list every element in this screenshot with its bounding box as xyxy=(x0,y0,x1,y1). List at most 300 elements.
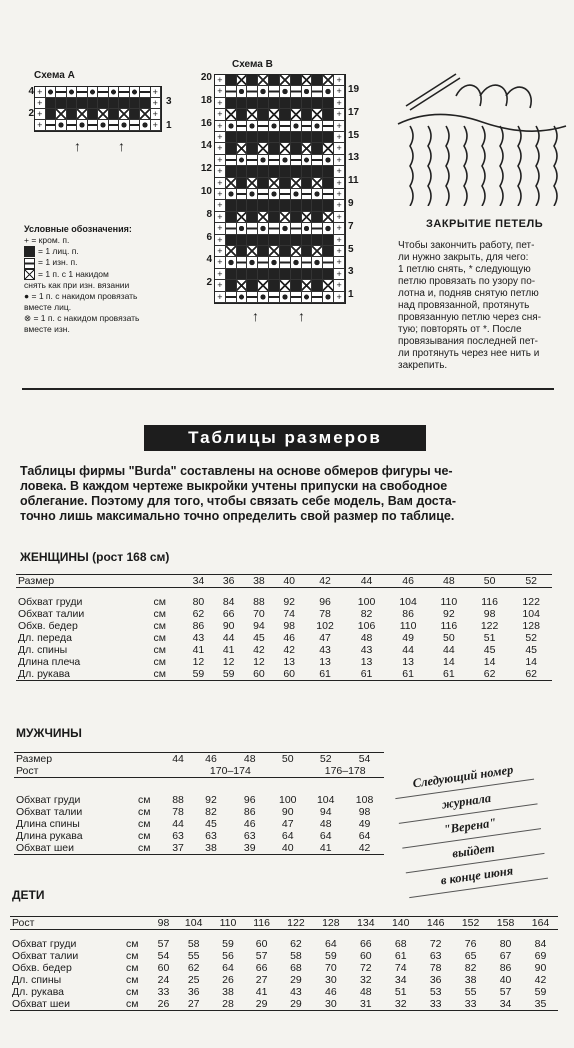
chart-cell xyxy=(269,280,280,291)
chart-cell xyxy=(269,75,280,86)
chart-cell: + xyxy=(35,120,46,131)
chart-cell xyxy=(247,235,258,246)
closing-line: петлю провязать по узору по- xyxy=(398,276,536,287)
chart-cell xyxy=(280,200,291,211)
closing-line: ли протянуть через нее нить и xyxy=(398,348,540,359)
table-cell: 51 xyxy=(483,632,496,644)
row-label: Длина рукава xyxy=(16,830,83,842)
chart-cell xyxy=(291,189,302,200)
table-cell: 61 xyxy=(429,668,469,681)
chart-cell xyxy=(77,98,88,109)
slip-yarnover-icon xyxy=(24,269,35,280)
chart-cell xyxy=(130,120,141,131)
unit-cell: см xyxy=(138,806,151,818)
table-row xyxy=(14,842,384,855)
table-cell: 64 xyxy=(325,938,337,950)
table-cell: 98 xyxy=(358,806,371,818)
chart-cell xyxy=(258,223,269,234)
chart-cell: + xyxy=(151,120,162,131)
chart-cell: + xyxy=(215,246,226,257)
row-label: Длина плеча xyxy=(18,656,81,668)
chart-cell xyxy=(291,155,302,166)
table-cell: 53 xyxy=(429,986,442,998)
chart-cell xyxy=(302,246,313,257)
chart-cell xyxy=(46,98,57,109)
chart-cell xyxy=(226,166,237,177)
table-row xyxy=(16,668,552,681)
table-cell: 13 xyxy=(283,656,296,668)
chart-cell xyxy=(302,75,313,86)
table-cell: 41 xyxy=(255,986,268,998)
table-cell: 96 xyxy=(243,794,256,806)
height-range: 176–178 xyxy=(306,765,384,778)
chart-cell: + xyxy=(334,280,345,291)
chart-cell xyxy=(269,246,280,257)
chart-cell xyxy=(269,121,280,132)
table-cell: 33 xyxy=(453,998,488,1011)
row-number: 12 xyxy=(200,163,212,175)
chart-cell xyxy=(237,200,248,211)
table-cell: 65 xyxy=(464,950,477,962)
header-size: 50 xyxy=(269,753,306,766)
table-cell: 100 xyxy=(278,794,297,806)
chart-cell xyxy=(56,87,67,98)
table-cell: 86 xyxy=(402,608,414,620)
chart-cell xyxy=(226,86,237,97)
table-cell: 68 xyxy=(290,962,302,974)
height-range: 170–174 xyxy=(192,765,270,778)
table-cell: 66 xyxy=(222,608,235,620)
chart-cell xyxy=(302,257,313,268)
row-label: Дл. спины xyxy=(12,974,62,986)
table-cell: 88 xyxy=(253,596,265,608)
chart-cell xyxy=(247,292,258,303)
chart-cell xyxy=(226,178,237,189)
table-cell: 60 xyxy=(359,950,372,962)
row-number: 10 xyxy=(200,186,212,197)
chart-cell: + xyxy=(215,155,226,166)
chart-cell: + xyxy=(215,269,226,280)
table-cell: 63 xyxy=(172,830,184,842)
legend-item: ⊗ = 1 п. с накидом провязать xyxy=(24,312,140,323)
chart-cell xyxy=(291,75,302,86)
chart-cell xyxy=(258,109,269,120)
men-heading: МУЖЧИНЫ xyxy=(16,726,82,740)
chart-cell xyxy=(291,246,302,257)
table-row xyxy=(10,986,558,998)
table-cell: 36 xyxy=(429,974,442,986)
chart-cell xyxy=(258,257,269,268)
chart-cell xyxy=(269,86,280,97)
chart-cell xyxy=(140,87,151,98)
chart-cell xyxy=(323,280,334,291)
chart-cell xyxy=(258,86,269,97)
table-cell: 60 xyxy=(274,668,304,681)
chart-cell xyxy=(226,223,237,234)
chart-cell: + xyxy=(215,200,226,211)
table-cell: 47 xyxy=(281,818,294,830)
table-cell: 45 xyxy=(483,644,496,656)
header-size: 104 xyxy=(176,917,211,930)
table-cell: 51 xyxy=(394,986,407,998)
chart-cell xyxy=(258,166,269,177)
row-number: 2 xyxy=(28,108,34,119)
table-cell: 33 xyxy=(418,998,453,1011)
chart-cell xyxy=(247,98,258,109)
chart-cell xyxy=(56,98,67,109)
chart-cell xyxy=(280,121,291,132)
table-cell: 43 xyxy=(290,986,302,998)
header-size: 48 xyxy=(429,575,469,588)
unit-cell: см xyxy=(152,668,184,681)
purl-stitch-icon xyxy=(24,258,35,269)
chart-cell: + xyxy=(334,98,345,109)
intro-line: облегание. Поэтому для того, чтобы связать себе модель, Вам доста- xyxy=(20,494,456,508)
chart-cell xyxy=(302,223,313,234)
chart-cell xyxy=(312,246,323,257)
spacer xyxy=(10,930,558,939)
table-cell: 25 xyxy=(187,974,200,986)
chart-cell xyxy=(302,109,313,120)
chart-cell: + xyxy=(334,109,345,120)
chart-cell xyxy=(56,109,67,120)
chart-cell xyxy=(226,246,237,257)
table-cell: 45 xyxy=(253,632,265,644)
row-label: Дл. рукава xyxy=(12,986,65,998)
header-size: 98 xyxy=(151,917,176,930)
table-cell: 92 xyxy=(205,794,217,806)
chart-cell xyxy=(88,98,99,109)
chart-cell xyxy=(280,86,291,97)
closing-line: лотна и, подняв снятую петлю xyxy=(398,288,539,299)
table-cell: 104 xyxy=(399,596,417,608)
header-size: 110 xyxy=(211,917,245,930)
chart-cell xyxy=(291,98,302,109)
chart-cell xyxy=(67,87,78,98)
table-cell: 128 xyxy=(522,620,540,632)
chart-cell xyxy=(269,132,280,143)
chart-cell xyxy=(269,178,280,189)
knit-stitch-icon xyxy=(24,246,35,257)
chart-cell: + xyxy=(151,87,162,98)
legend-item: ● = 1 п. с накидом провязать xyxy=(24,290,138,301)
chart-cell xyxy=(302,98,313,109)
table-cell: 30 xyxy=(313,998,348,1011)
table-cell: 43 xyxy=(360,644,373,656)
table-row xyxy=(10,950,558,962)
row-label: Дл. рукава xyxy=(16,668,152,681)
table-cell: 62 xyxy=(469,668,511,681)
header-size: 34 xyxy=(183,575,213,588)
spacer-row xyxy=(16,588,552,597)
chart-cell xyxy=(269,212,280,223)
chart-cell xyxy=(280,109,291,120)
unit-cell: см xyxy=(126,974,139,986)
table-cell: 67 xyxy=(499,950,512,962)
chart-cell xyxy=(237,75,248,86)
row-number: 5 xyxy=(348,243,354,255)
unit-cell: см xyxy=(138,794,151,806)
row-number: 2 xyxy=(206,277,212,289)
table-cell: 62 xyxy=(510,668,552,681)
table-cell: 74 xyxy=(283,608,296,620)
table-cell: 12 xyxy=(222,656,235,668)
chart-cell xyxy=(67,120,78,131)
row-number: 6 xyxy=(206,231,212,243)
chart-cell xyxy=(226,235,237,246)
closing-line: закрепить. xyxy=(398,360,448,371)
spacer xyxy=(14,778,384,795)
chart-cell xyxy=(291,292,302,303)
table-cell: 42 xyxy=(345,842,384,855)
chart-cell xyxy=(88,109,99,120)
table-cell: 94 xyxy=(319,806,332,818)
chart-cell xyxy=(323,269,334,280)
table-row xyxy=(10,974,558,986)
chart-cell: + xyxy=(35,109,46,120)
chart-cell xyxy=(280,280,291,291)
table-cell: 13 xyxy=(360,656,373,668)
chart-cell xyxy=(312,200,323,211)
table-row xyxy=(16,620,552,632)
chart-cell xyxy=(302,155,313,166)
table-cell: 48 xyxy=(360,632,373,644)
men-size-table xyxy=(14,752,384,855)
chart-cell xyxy=(269,223,280,234)
chart-cell xyxy=(280,98,291,109)
chart-cell xyxy=(312,166,323,177)
header-size: 152 xyxy=(453,917,488,930)
chart-cell xyxy=(323,166,334,177)
chart-cell xyxy=(312,178,323,189)
table-cell: 92 xyxy=(283,596,296,608)
chart-cell xyxy=(237,246,248,257)
closing-line: ли нужно закрыть, для чего: xyxy=(398,252,529,263)
chart-cell xyxy=(312,212,323,223)
chart-cell: + xyxy=(215,257,226,268)
chart-cell xyxy=(323,292,334,303)
table-cell: 98 xyxy=(283,620,296,632)
chart-cell xyxy=(291,178,302,189)
chart-cell xyxy=(312,269,323,280)
chart-cell xyxy=(119,98,130,109)
table-row xyxy=(16,608,552,620)
chart-cell xyxy=(291,223,302,234)
chart-cell xyxy=(226,257,237,268)
row-number: 9 xyxy=(348,198,354,209)
legend-item: вместе изн. xyxy=(24,323,70,334)
table-cell: 86 xyxy=(192,620,205,632)
table-cell: 14 xyxy=(525,656,538,668)
table-cell: 47 xyxy=(319,632,331,644)
table-cell: 38 xyxy=(464,974,477,986)
row-label: Обхват талии xyxy=(12,950,79,962)
table-cell: 45 xyxy=(525,644,538,656)
chart-cell: + xyxy=(334,75,345,86)
chart-cell: + xyxy=(151,109,162,120)
table-cell xyxy=(152,575,184,588)
chart-cell xyxy=(98,87,109,98)
chart-cell: + xyxy=(334,132,345,143)
chart-cell xyxy=(302,292,313,303)
arrow-up-icon: ↑ xyxy=(118,138,125,154)
row-number: 7 xyxy=(348,220,354,232)
chart-cell xyxy=(291,166,302,177)
row-label: Обхват талии xyxy=(18,608,85,620)
row-label: Обхват груди xyxy=(16,794,81,806)
chart-cell xyxy=(323,235,334,246)
chart-cell xyxy=(258,269,269,280)
table-cell: 43 xyxy=(319,644,331,656)
chart-cell xyxy=(280,257,291,268)
table-cell: 44 xyxy=(443,644,455,656)
header-size: 122 xyxy=(278,917,313,930)
row-number: 13 xyxy=(348,152,360,164)
chart-cell: + xyxy=(215,223,226,234)
table-cell: 62 xyxy=(187,962,200,974)
legend-title: Условные обозначения: xyxy=(24,224,132,234)
header-size: 44 xyxy=(164,753,191,766)
table-cell: 116 xyxy=(481,596,498,608)
table-cell: 102 xyxy=(316,620,334,632)
closing-text xyxy=(398,240,570,372)
table-cell xyxy=(164,765,191,778)
table-cell: 68 xyxy=(394,938,407,950)
chart-cell xyxy=(98,120,109,131)
row-number: 11 xyxy=(348,175,359,187)
chart-cell xyxy=(258,121,269,132)
header-size: 46 xyxy=(192,753,231,766)
chart-cell xyxy=(302,200,313,211)
chart-cell xyxy=(130,109,141,120)
table-cell: 78 xyxy=(172,806,184,818)
chart-cell xyxy=(237,86,248,97)
spacer-row xyxy=(10,930,558,939)
chart-cell xyxy=(237,189,248,200)
table-cell: 42 xyxy=(283,644,296,656)
chart-cell: + xyxy=(215,280,226,291)
closing-line: 1 петлю снять, * следующую xyxy=(398,264,531,275)
chart-cell xyxy=(67,109,78,120)
women-heading: ЖЕНЩИНЫ (рост 168 см) xyxy=(20,550,170,564)
chart-cell xyxy=(237,223,248,234)
chart-cell xyxy=(269,292,280,303)
chart-cell xyxy=(323,189,334,200)
table-row xyxy=(16,644,552,656)
chart-cell xyxy=(247,223,258,234)
chart-cell xyxy=(247,166,258,177)
chart-cell xyxy=(237,257,248,268)
chart-cell: + xyxy=(334,223,345,234)
chart-cell: + xyxy=(215,235,226,246)
unit-cell: см xyxy=(138,818,151,830)
table-cell: 44 xyxy=(222,632,235,644)
table-cell: 37 xyxy=(164,842,191,855)
table-cell: 29 xyxy=(290,974,302,986)
chart-cell xyxy=(280,132,291,143)
header-size: 40 xyxy=(274,575,304,588)
chart-cell: + xyxy=(215,292,226,303)
chart-cell xyxy=(323,246,334,257)
chart-cell xyxy=(109,87,120,98)
chart-cell xyxy=(269,189,280,200)
table-row xyxy=(10,938,558,950)
chart-cell xyxy=(77,87,88,98)
table-cell: 86 xyxy=(499,962,512,974)
header-size: 52 xyxy=(306,753,345,766)
table-cell: 46 xyxy=(283,632,296,644)
chart-cell xyxy=(312,98,323,109)
table-cell: 34 xyxy=(394,974,407,986)
table-cell: 40 xyxy=(499,974,512,986)
chart-cell xyxy=(247,75,258,86)
chart-cell xyxy=(140,120,151,131)
chart-cell xyxy=(323,86,334,97)
legend-item: + = кром. п. xyxy=(24,235,70,245)
table-cell: 82 xyxy=(360,608,373,620)
chart-cell xyxy=(226,132,237,143)
chart-cell xyxy=(291,86,302,97)
chart-cell xyxy=(323,109,334,120)
chart-cell xyxy=(130,87,141,98)
header-size: 116 xyxy=(245,917,279,930)
row-number: 1 xyxy=(166,120,172,131)
table-cell: 64 xyxy=(358,830,371,842)
chart-cell xyxy=(280,292,291,303)
chart-cell xyxy=(258,246,269,257)
chart-cell xyxy=(312,109,323,120)
legend-item: = 1 п. с 1 накидом xyxy=(24,269,194,280)
chart-cell xyxy=(119,109,130,120)
chart-cell xyxy=(323,132,334,143)
table-row xyxy=(16,632,552,644)
table-cell: 13 xyxy=(319,656,331,668)
table-cell: 41 xyxy=(222,644,235,656)
chart-cell xyxy=(46,87,57,98)
table-cell: 70 xyxy=(253,608,265,620)
table-cell: 64 xyxy=(319,830,332,842)
row-label: Обхват шеи xyxy=(10,998,124,1011)
chart-cell xyxy=(119,120,130,131)
table-cell: 72 xyxy=(429,938,442,950)
note-line: выйдет xyxy=(402,829,544,873)
table-cell: 31 xyxy=(348,998,383,1011)
chart-cell xyxy=(247,269,258,280)
schema-a-grid xyxy=(34,86,162,132)
chart-cell xyxy=(312,121,323,132)
table-cell: 74 xyxy=(394,962,407,974)
closing-line: над провязанной, протянуть xyxy=(398,300,530,311)
chart-cell xyxy=(258,200,269,211)
table-cell: 63 xyxy=(205,830,217,842)
header-size: 54 xyxy=(345,753,384,766)
chart-cell xyxy=(247,212,258,223)
table-cell: 12 xyxy=(192,656,205,668)
table-cell: 70 xyxy=(325,962,337,974)
table-cell: 36 xyxy=(187,986,200,998)
table-cell: 35 xyxy=(523,998,558,1011)
table-cell: 62 xyxy=(290,938,302,950)
chart-cell xyxy=(258,155,269,166)
table-cell: 82 xyxy=(464,962,477,974)
chart-cell xyxy=(237,292,248,303)
chart-cell: + xyxy=(215,189,226,200)
chart-cell xyxy=(302,143,313,154)
chart-cell: + xyxy=(215,75,226,86)
chart-cell xyxy=(88,120,99,131)
chart-cell: + xyxy=(215,132,226,143)
chart-cell xyxy=(312,292,323,303)
